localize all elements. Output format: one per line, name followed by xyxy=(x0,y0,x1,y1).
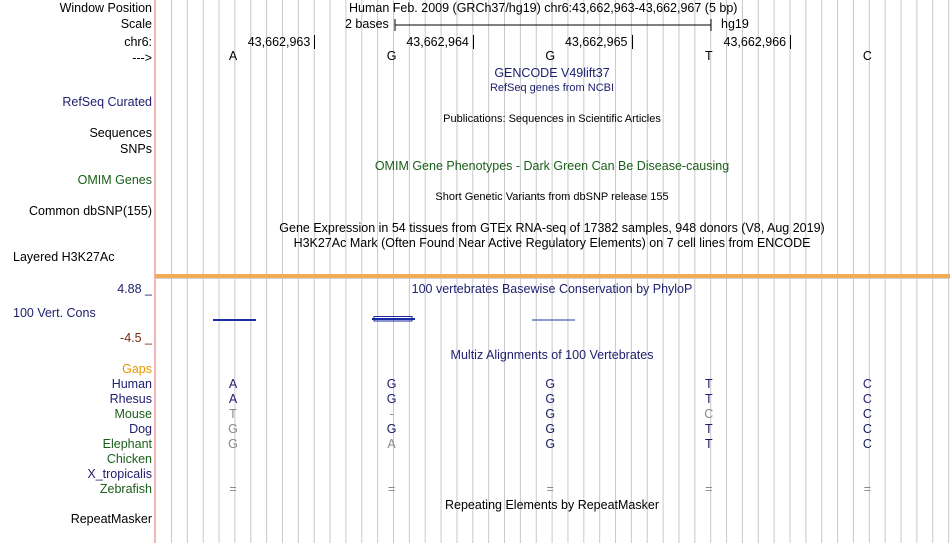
alignment-base: C xyxy=(862,407,872,421)
track-label-100-vert-cons[interactable]: 100 Vert. Cons xyxy=(13,306,96,320)
cons-min-label: -4.5 _ xyxy=(120,331,152,345)
track-title-publications[interactable]: Publications: Sequences in Scientific Articles xyxy=(443,113,661,125)
alignment-base: G xyxy=(228,422,238,436)
alignment-base: T xyxy=(704,422,713,436)
strand-label: ---> xyxy=(132,51,152,65)
track-title-dbsnp[interactable]: Short Genetic Variants from dbSNP release 155 xyxy=(435,191,669,203)
coordinate-tick xyxy=(632,35,633,49)
alignment-base: T xyxy=(704,392,713,406)
alignment-base: C xyxy=(862,437,872,451)
alignment-base: A xyxy=(228,392,238,406)
alignment-base: G xyxy=(545,422,556,436)
sequence-base: T xyxy=(704,49,713,63)
species-label[interactable]: Chicken xyxy=(106,452,152,466)
coordinate-tick xyxy=(790,35,791,49)
alignment-base: G xyxy=(386,377,397,391)
track-labels-column xyxy=(0,0,154,543)
alignment-base: - xyxy=(389,407,394,421)
alignment-base: G xyxy=(386,392,397,406)
cons-max-label: 4.88 _ xyxy=(117,282,152,296)
alignment-base: C xyxy=(704,407,714,421)
alignment-base: = xyxy=(705,482,713,496)
alignment-base: C xyxy=(862,422,872,436)
coordinate-label: 43,662,964 xyxy=(406,35,469,49)
alignment-base: G xyxy=(545,437,556,451)
scale-label: Scale xyxy=(120,17,152,31)
alignment-base: A xyxy=(228,377,238,391)
track-title-omim-pheno[interactable]: OMIM Gene Phenotypes - Dark Green Can Be Disease-causing xyxy=(374,159,730,173)
sequence-base: G xyxy=(545,49,556,63)
species-label[interactable]: X_tropicalis xyxy=(87,467,152,481)
alignment-base: G xyxy=(545,377,556,391)
scale-bases-text: 2 bases xyxy=(345,17,389,31)
window-position-text: Human Feb. 2009 (GRCh37/hg19) chr6:43,662,963-43,662,967 (5 bp) xyxy=(349,1,738,15)
track-title-cons[interactable]: 100 vertebrates Basewise Conservation by PhyloP xyxy=(411,282,693,296)
scale-assembly: hg19 xyxy=(721,17,749,31)
alignment-base: G xyxy=(386,422,397,436)
track-label-dbsnp[interactable]: Common dbSNP(155) xyxy=(29,204,152,218)
conservation-graph xyxy=(155,312,950,326)
alignment-base: T xyxy=(704,437,713,451)
track-title-multiz[interactable]: Multiz Alignments of 100 Vertebrates xyxy=(450,348,654,362)
coordinate-label: 43,662,966 xyxy=(723,35,787,49)
track-area[interactable] xyxy=(155,0,950,543)
chrom-label: chr6: xyxy=(124,35,152,49)
sequence-base: G xyxy=(386,49,397,63)
track-title-refseq[interactable]: RefSeq genes from NCBI xyxy=(489,82,615,94)
alignment-base: C xyxy=(862,377,872,391)
track-label-omim-genes[interactable]: OMIM Genes xyxy=(77,173,152,187)
sequence-base: C xyxy=(862,49,872,63)
alignment-base: = xyxy=(229,482,237,496)
track-title-gencode[interactable]: GENCODE V49lift37 xyxy=(494,66,610,80)
track-label-gaps[interactable]: Gaps xyxy=(122,362,152,376)
highlight-bar-shadow xyxy=(155,278,950,279)
track-label-h3k27ac[interactable]: Layered H3K27Ac xyxy=(13,250,115,264)
alignment-base: C xyxy=(862,392,872,406)
track-title-gtex[interactable]: Gene Expression in 54 tissues from GTEx RNA-seq of 17382 samples, 948 donors (V8, Aug 2019) xyxy=(279,221,825,235)
species-label[interactable]: Elephant xyxy=(102,437,152,451)
alignment-base: G xyxy=(228,437,238,451)
track-title-repeatmasker[interactable]: Repeating Elements by RepeatMasker xyxy=(444,498,660,512)
alignment-base: G xyxy=(545,407,556,421)
coordinate-tick xyxy=(473,35,474,49)
window-position-label: Window Position xyxy=(59,1,152,15)
alignment-base: T xyxy=(704,377,713,391)
alignment-base: = xyxy=(387,482,396,496)
track-label-sequences[interactable]: Sequences xyxy=(89,126,152,140)
alignment-base: = xyxy=(546,482,554,496)
species-label[interactable]: Zebrafish xyxy=(99,482,152,496)
species-label[interactable]: Mouse xyxy=(114,407,152,421)
alignment-base: G xyxy=(545,392,556,406)
alignment-base: A xyxy=(387,437,396,451)
species-label[interactable]: Rhesus xyxy=(109,392,152,406)
coordinate-label: 43,662,965 xyxy=(564,35,628,49)
track-label-repeatmasker[interactable]: RepeatMasker xyxy=(70,512,152,526)
species-label[interactable]: Dog xyxy=(129,422,152,436)
alignment-base: = xyxy=(863,482,872,496)
species-label[interactable]: Human xyxy=(111,377,152,391)
alignment-base: T xyxy=(229,407,237,421)
scale-bar xyxy=(393,17,715,33)
coordinate-label: 43,662,963 xyxy=(247,35,311,49)
track-title-h3k27ac[interactable]: H3K27Ac Mark (Often Found Near Active Regulatory Elements) on 7 cell lines from ENCODE xyxy=(293,236,811,250)
sequence-base: A xyxy=(228,49,238,63)
track-label-refseq[interactable]: RefSeq Curated xyxy=(62,95,152,109)
coordinate-tick xyxy=(314,35,315,49)
track-label-snps[interactable]: SNPs xyxy=(120,142,152,156)
